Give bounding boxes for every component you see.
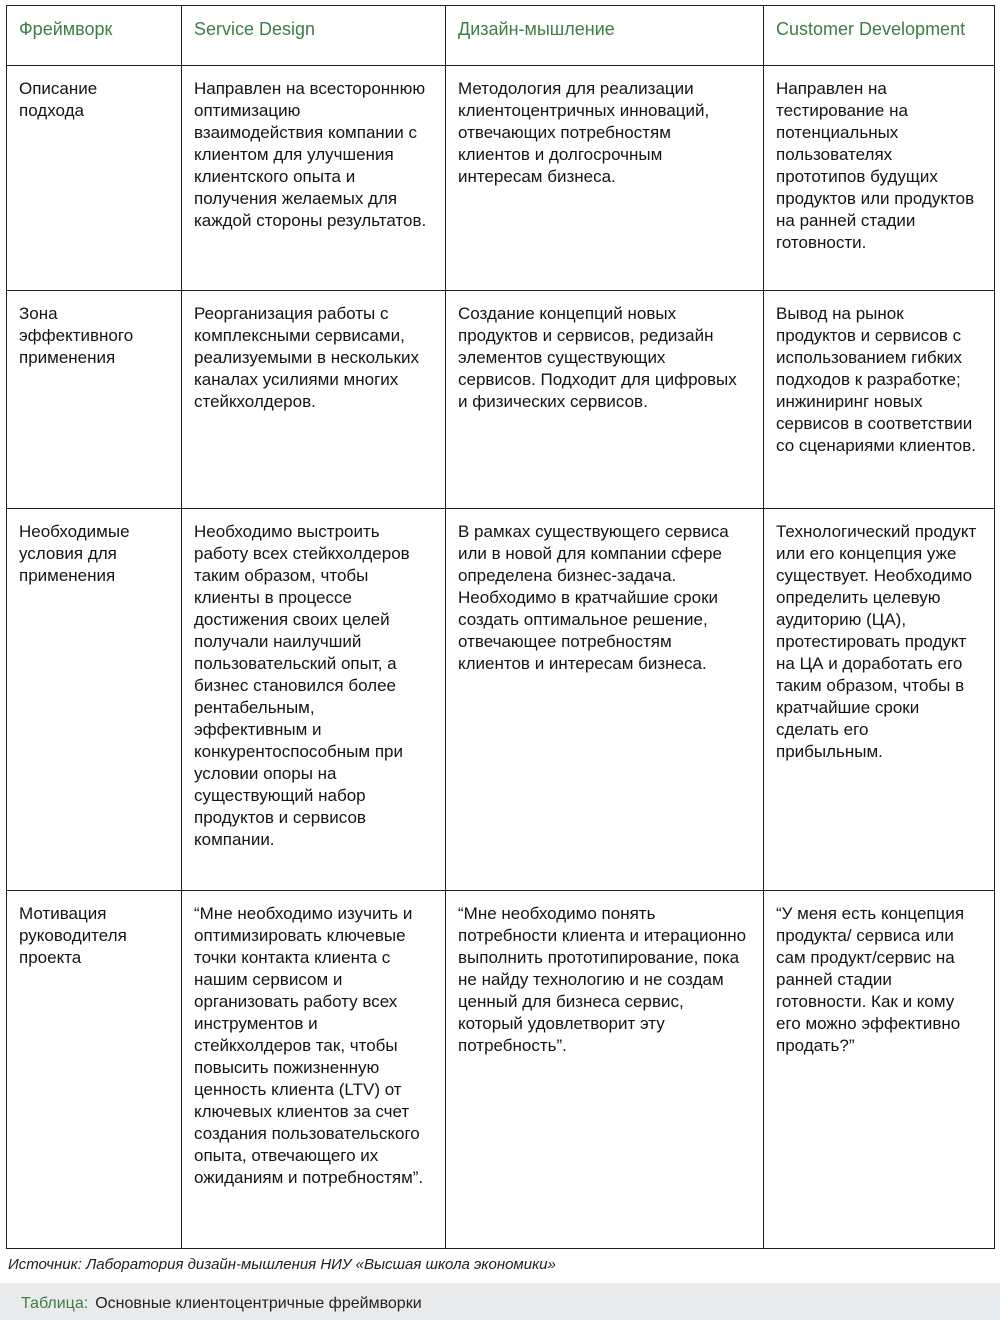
cell-conditions-design-thinking: В рамках существующего сервиса или в новой для компании сфере определена бизнес-задача. Необходимо в кратчайшие сроки создать оптимальное решение, отвечающее потребностям клиентов и интересам бизнеса. [446, 509, 764, 891]
header-cell-service-design: Service Design [182, 6, 446, 66]
header-cell-design-thinking: Дизайн-мышление [446, 6, 764, 66]
cell-description-design-thinking: Методология для реализации клиентоцентричных инноваций, отвечающих потребностям клиентов и долгосрочным интересам бизнеса. [446, 66, 764, 291]
row-label-application-zone: Зона эффективного применения [7, 291, 182, 509]
cell-motivation-design-thinking: “Мне необходимо понять потребности клиента и итерационно выполнить прототипирование, пока не найду технологию и не создам ценный для бизнеса сервис, который удовлетворит эту потребность”. [446, 891, 764, 1249]
cell-zone-customer-development: Вывод на рынок продуктов и сервисов с использованием гибких подходов к разработке; инжиниринг новых сервисов в соответствии со сценариями клиентов. [764, 291, 995, 509]
header-cell-framework: Фреймворк [7, 6, 182, 66]
cell-motivation-customer-development: “У меня есть концепция продукта/ сервиса или сам продукт/сервис на ранней стадии готовности. Как и кому его можно эффективно продать?” [764, 891, 995, 1249]
caption-label: Таблица: [21, 1294, 89, 1312]
cell-conditions-customer-development: Технологический продукт или его концепция уже существует. Необходимо определить целевую аудиторию (ЦА), протестировать продукт на ЦА и доработать его таким образом, чтобы в кратчайшие сроки сделать его прибыльным. [764, 509, 995, 891]
caption-text: Основные клиентоцентричные фреймворки [95, 1294, 422, 1312]
source-note: Источник: Лаборатория дизайн-мышления НИУ «Высшая школа экономики» [8, 1256, 556, 1273]
header-cell-customer-development: Customer Development [764, 6, 995, 66]
cell-zone-design-thinking: Создание концепций новых продуктов и сервисов, редизайн элементов существующих сервисов. Подходит для цифровых и физических сервисов. [446, 291, 764, 509]
cell-description-customer-development: Направлен на тестирование на потенциальных пользователях прототипов будущих продуктов или продуктов на ранней стадии готовности. [764, 66, 995, 291]
row-label-required-conditions: Необходимые условия для применения [7, 509, 182, 891]
cell-zone-service-design: Реорганизация работы с комплексными сервисами, реализуемыми в нескольких каналах усилиями многих стейкхолдеров. [182, 291, 446, 509]
table-row-application-zone [7, 291, 995, 509]
table-row-required-conditions [7, 509, 995, 891]
cell-conditions-service-design: Необходимо выстроить работу всех стейкхолдеров таким образом, чтобы клиенты в процессе достижения своих целей получали наилучший пользовательский опыт, а бизнес становился более рентабельным, эффективным и конкурентоспособным при условии опоры на существующий набор продуктов и сервисов компании. [182, 509, 446, 891]
header-row [7, 6, 995, 66]
frameworks-comparison-table [6, 5, 995, 1249]
row-label-description: Описание подхода [7, 66, 182, 291]
row-label-leader-motivation: Мотивация руководителя проекта [7, 891, 182, 1249]
table-caption-bar [0, 1283, 1000, 1320]
cell-description-service-design: Направлен на всестороннюю оптимизацию взаимодействия компании с клиентом для улучшения клиентского опыта и получения желаемых для каждой стороны результатов. [182, 66, 446, 291]
table-row-description [7, 66, 995, 291]
cell-motivation-service-design: “Мне необходимо изучить и оптимизировать ключевые точки контакта клиента с нашим сервисом и организовать работу всех инструментов и стейкхолдеров так, чтобы повысить пожизненную ценность клиента (LTV) от ключевых клиентов за счет создания пользовательского опыта, отвечающего их ожиданиям и потребностям”. [182, 891, 446, 1249]
table-row-leader-motivation [7, 891, 995, 1249]
